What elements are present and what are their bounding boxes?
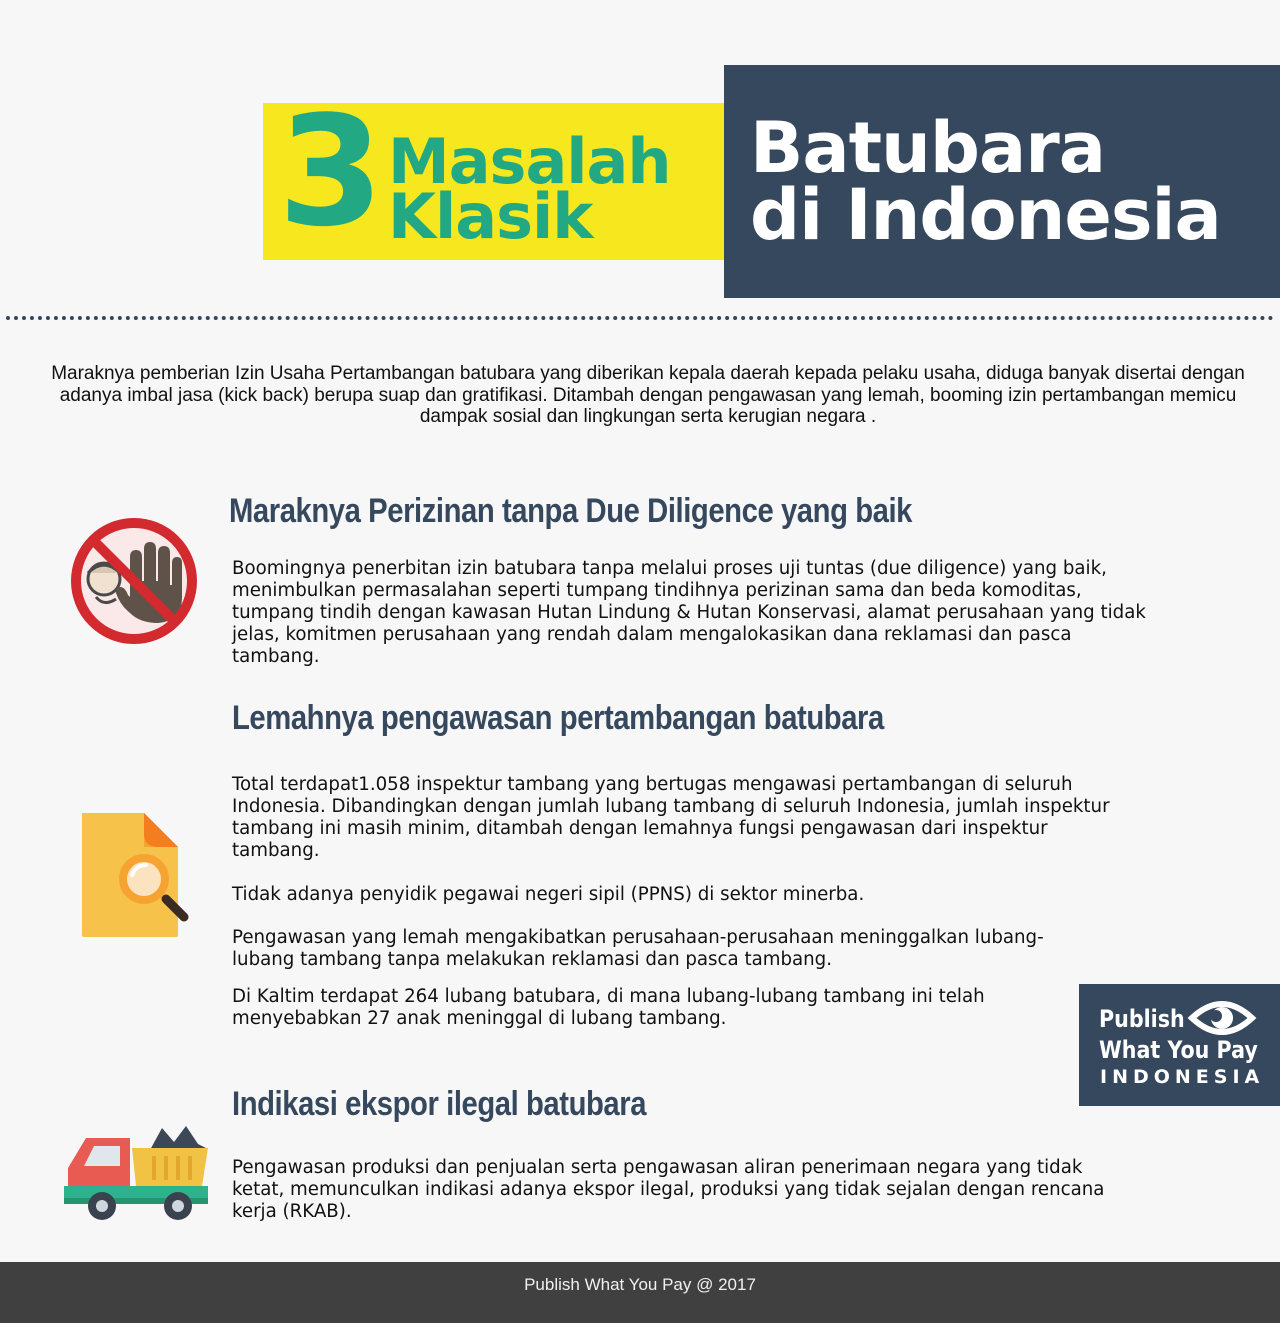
- section-2-heading: Lemahnya pengawasan pertambangan batubara: [232, 699, 884, 737]
- title-line-1: Masalah: [388, 125, 671, 198]
- logo-line-1: Publish: [1099, 1005, 1185, 1033]
- section-2-paragraph-3: Pengawasan yang lemah mengakibatkan perusahaan-perusahaan meninggalkan lubang-lubang tambang tanpa melakukan reklamasi dan pasca tambang.: [232, 927, 1044, 970]
- section-2-paragraph-1: Total terdapat1.058 inspektur tambang yang bertugas mengawasi pertambangan di seluruh Indonesia. Dibandingkan dengan jumlah lubang tambang di seluruh Indonesia, jumlah inspektur tambang ini masih minim, ditambah dengan lemahnya fungsi pengawasan dari inspektur tambang.: [232, 774, 1110, 861]
- title-number: 3: [278, 83, 380, 260]
- dump-truck-icon: [62, 1120, 210, 1229]
- section-3-paragraph: Pengawasan produksi dan penjualan serta pengawasan aliran penerimaan negara yang tidak ketat, memunculkan indikasi adanya ekspor ilegal, produksi yang tidak sejalan dengan rencana kerja (RKAB).: [232, 1157, 1105, 1222]
- intro-paragraph: Maraknya pemberian Izin Usaha Pertambangan batubara yang diberikan kepala daerah kepada pelaku usaha, diduga banyak disertai dengan adanya imbal jasa (kick back) berupa suap dan gratifikasi. Ditambah dengan pengawasan yang lemah, booming izin pertambangan memicu dampak sosial dan lingkungan serta kerugian negara .: [51, 363, 1245, 427]
- section-3-heading: Indikasi ekspor ilegal batubara: [232, 1085, 647, 1123]
- subtitle-line-1: Batubara: [750, 107, 1105, 189]
- stop-hand-icon: [70, 517, 198, 650]
- title-line-2: Klasik: [388, 180, 593, 253]
- logo-line-3: INDONESIA: [1100, 1066, 1265, 1088]
- footer-text: Publish What You Pay @ 2017: [524, 1275, 756, 1294]
- dotted-divider: [6, 316, 1274, 320]
- subtitle-line-2: di Indonesia: [750, 174, 1221, 256]
- section-2-paragraph-4: Di Kaltim terdapat 264 lubang batubara, di mana lubang-lubang tambang ini telah menyebabkan 27 anak meninggal di lubang tambang.: [232, 986, 985, 1029]
- section-2-paragraph-2: Tidak adanya penyidik pegawai negeri sipil (PPNS) di sektor minerba.: [232, 884, 865, 905]
- document-search-icon: [80, 811, 192, 944]
- section-1-heading: Maraknya Perizinan tanpa Due Diligence yang baik: [229, 492, 912, 530]
- logo-line-2: What You Pay: [1099, 1036, 1258, 1064]
- section-1-paragraph: Boomingnya penerbitan izin batubara tanpa melalui proses uji tuntas (due diligence) yang baik, menimbulkan permasalahan seperti tumpang tindihnya perizinan sama dan beda komoditas, tumpang tindih dengan kawasan Hutan Lindung & Hutan Konservasi, alamat perusahaan yang tidak jelas, komitmen perusahaan yang rendah dalam mengalokasikan dana reklamasi dan pasca tambang.: [232, 558, 1146, 667]
